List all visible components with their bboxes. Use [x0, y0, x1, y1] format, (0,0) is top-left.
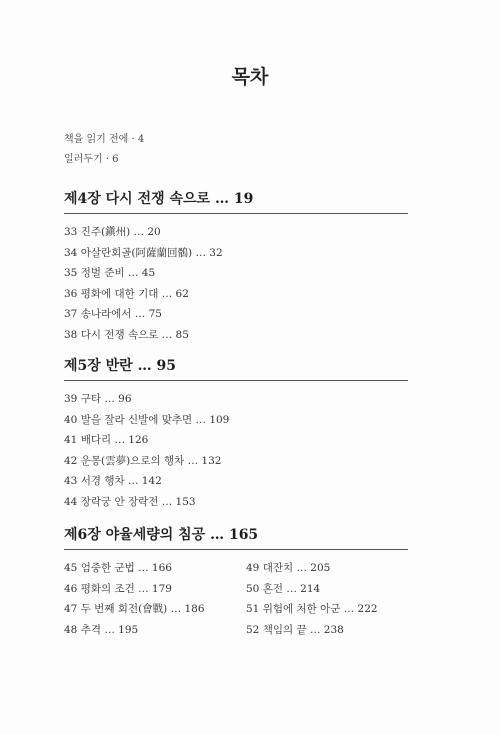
chapter-heading: 제5장 반란 … 95 — [64, 356, 408, 381]
chapter-heading: 제4장 다시 전쟁 속으로 … 19 — [64, 189, 408, 214]
front-matter-item: 책을 읽기 전에 · 4 — [64, 134, 145, 145]
chapter-4-section — [64, 189, 408, 346]
page-title: 목차 — [231, 66, 269, 88]
toc-entry: 42 운몽(雲夢)으로의 행차 … 132 — [64, 454, 222, 467]
toc-entry: 37 송나라에서 … 75 — [64, 308, 162, 321]
toc-entry: 33 진주(鎭州) … 20 — [64, 226, 161, 238]
toc-entry: 38 다시 전쟁 속으로 … 85 — [64, 328, 189, 341]
chapter-entries — [64, 389, 408, 513]
chapter-5-section — [64, 356, 408, 513]
entries-right-column — [246, 558, 406, 640]
toc-entry: 50 혼전 … 214 — [246, 582, 321, 595]
toc-entry: 49 대잔치 … 205 — [246, 562, 331, 574]
toc-entry: 51 위험에 처한 아군 … 222 — [246, 603, 378, 616]
toc-entry: 52 책임의 끝 … 238 — [246, 623, 344, 636]
chapter-6-section — [64, 525, 408, 640]
chapter-entries — [64, 558, 408, 640]
chapter-entries — [64, 222, 408, 346]
toc-entry: 48 추격 … 195 — [64, 623, 139, 636]
toc-entry: 46 평화의 조건 … 179 — [64, 582, 172, 595]
toc-entry: 39 구타 … 96 — [64, 393, 132, 405]
toc-entry: 35 정벌 준비 … 45 — [64, 267, 156, 280]
chapter-heading: 제6장 야율세량의 침공 … 165 — [64, 525, 408, 550]
toc-entry: 41 배다리 … 126 — [64, 434, 149, 447]
toc-entry: 45 엄중한 군법 … 166 — [64, 562, 172, 574]
toc-entry: 36 평화에 대한 기대 … 62 — [64, 287, 189, 300]
front-matter-item: 일러두기 · 6 — [64, 154, 119, 165]
toc-entry: 47 두 번째 회전(會戰) … 186 — [64, 603, 205, 616]
toc-entry: 40 발을 잘라 신발에 맞추면 … 109 — [64, 413, 230, 426]
toc-entry: 34 아살란회골(阿薩蘭回鶻) … 32 — [64, 246, 223, 259]
front-matter — [64, 130, 144, 170]
toc-entry: 44 장락궁 안 장락전 … 153 — [64, 495, 196, 508]
toc-entry: 43 서경 행차 … 142 — [64, 475, 162, 488]
entries-left-column — [64, 558, 236, 640]
